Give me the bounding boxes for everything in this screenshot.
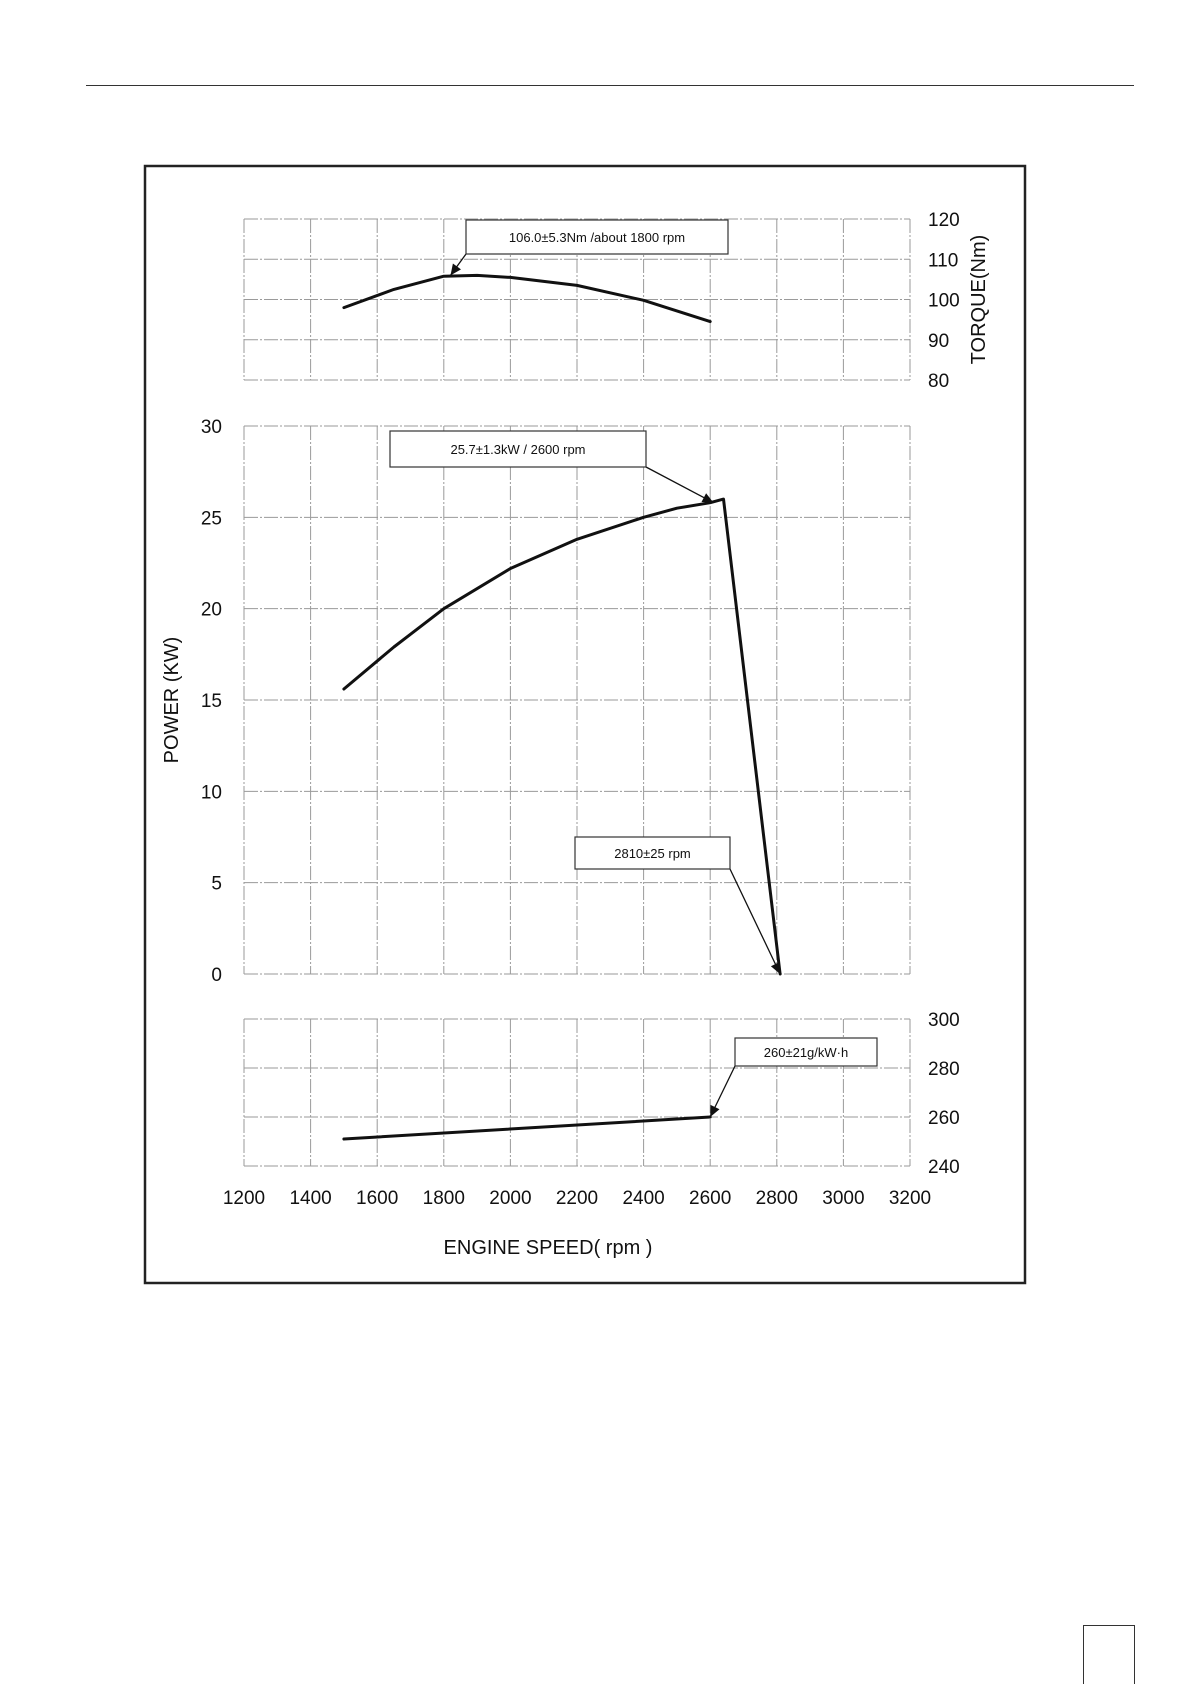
power-callout-text: 25.7±1.3kW / 2600 rpm	[450, 442, 586, 457]
torque-axis-title: TORQUE(Nm)	[968, 234, 990, 365]
power-y-tick-label: 30	[200, 417, 222, 438]
x-tick-label: 1400	[289, 1188, 332, 1209]
x-tick-label: 2400	[622, 1188, 665, 1209]
x-tick-label: 1600	[356, 1188, 399, 1209]
power-y-tick-label: 10	[200, 782, 222, 804]
x-axis-title: ENGINE SPEED( rpm )	[443, 1237, 653, 1259]
x-tick-label: 3000	[822, 1188, 865, 1209]
power-callout-text: 2810±25 rpm	[614, 846, 691, 861]
fuel-y-tick-label: 240	[928, 1157, 960, 1178]
panel-power	[161, 417, 910, 986]
panel-torque	[244, 210, 990, 392]
chart-frame	[145, 166, 1025, 1283]
x-tick-label: 3200	[888, 1188, 932, 1209]
fuel-callout-text: 260±21g/kW·h	[763, 1045, 849, 1060]
power-y-tick-label: 15	[200, 691, 222, 712]
x-tick-label: 2000	[489, 1188, 532, 1209]
torque-y-tick-label: 80	[928, 371, 950, 392]
panel-fuel	[244, 1010, 960, 1178]
power-callout-leader	[646, 467, 714, 503]
torque-y-tick-label: 120	[928, 210, 960, 231]
fuel-y-tick-label: 300	[928, 1010, 960, 1031]
page-number-box	[1083, 1625, 1135, 1684]
fuel-y-tick-label: 280	[928, 1059, 960, 1080]
power-y-tick-label: 5	[211, 873, 222, 895]
x-tick-label: 1200	[222, 1188, 266, 1209]
x-tick-label: 2600	[689, 1188, 732, 1209]
fuel-series-line	[344, 1117, 710, 1139]
power-axis-title: POWER (KW)	[161, 636, 183, 764]
x-tick-label: 2200	[555, 1188, 599, 1209]
x-tick-label: 1800	[422, 1188, 465, 1209]
fuel-y-tick-label: 260	[928, 1108, 960, 1129]
power-y-tick-label: 0	[211, 965, 222, 986]
power-series-line	[344, 499, 780, 974]
x-tick-label: 2800	[755, 1188, 798, 1209]
torque-y-tick-label: 90	[928, 330, 950, 352]
torque-callout-text: 106.0±5.3Nm /about 1800 rpm	[508, 230, 686, 245]
power-y-tick-label: 20	[200, 599, 222, 621]
power-y-tick-label: 25	[200, 508, 222, 530]
torque-y-tick-label: 100	[928, 290, 960, 312]
torque-series-line	[344, 275, 710, 321]
torque-y-tick-label: 110	[928, 250, 959, 272]
torque-callout-arrowhead	[451, 264, 462, 276]
